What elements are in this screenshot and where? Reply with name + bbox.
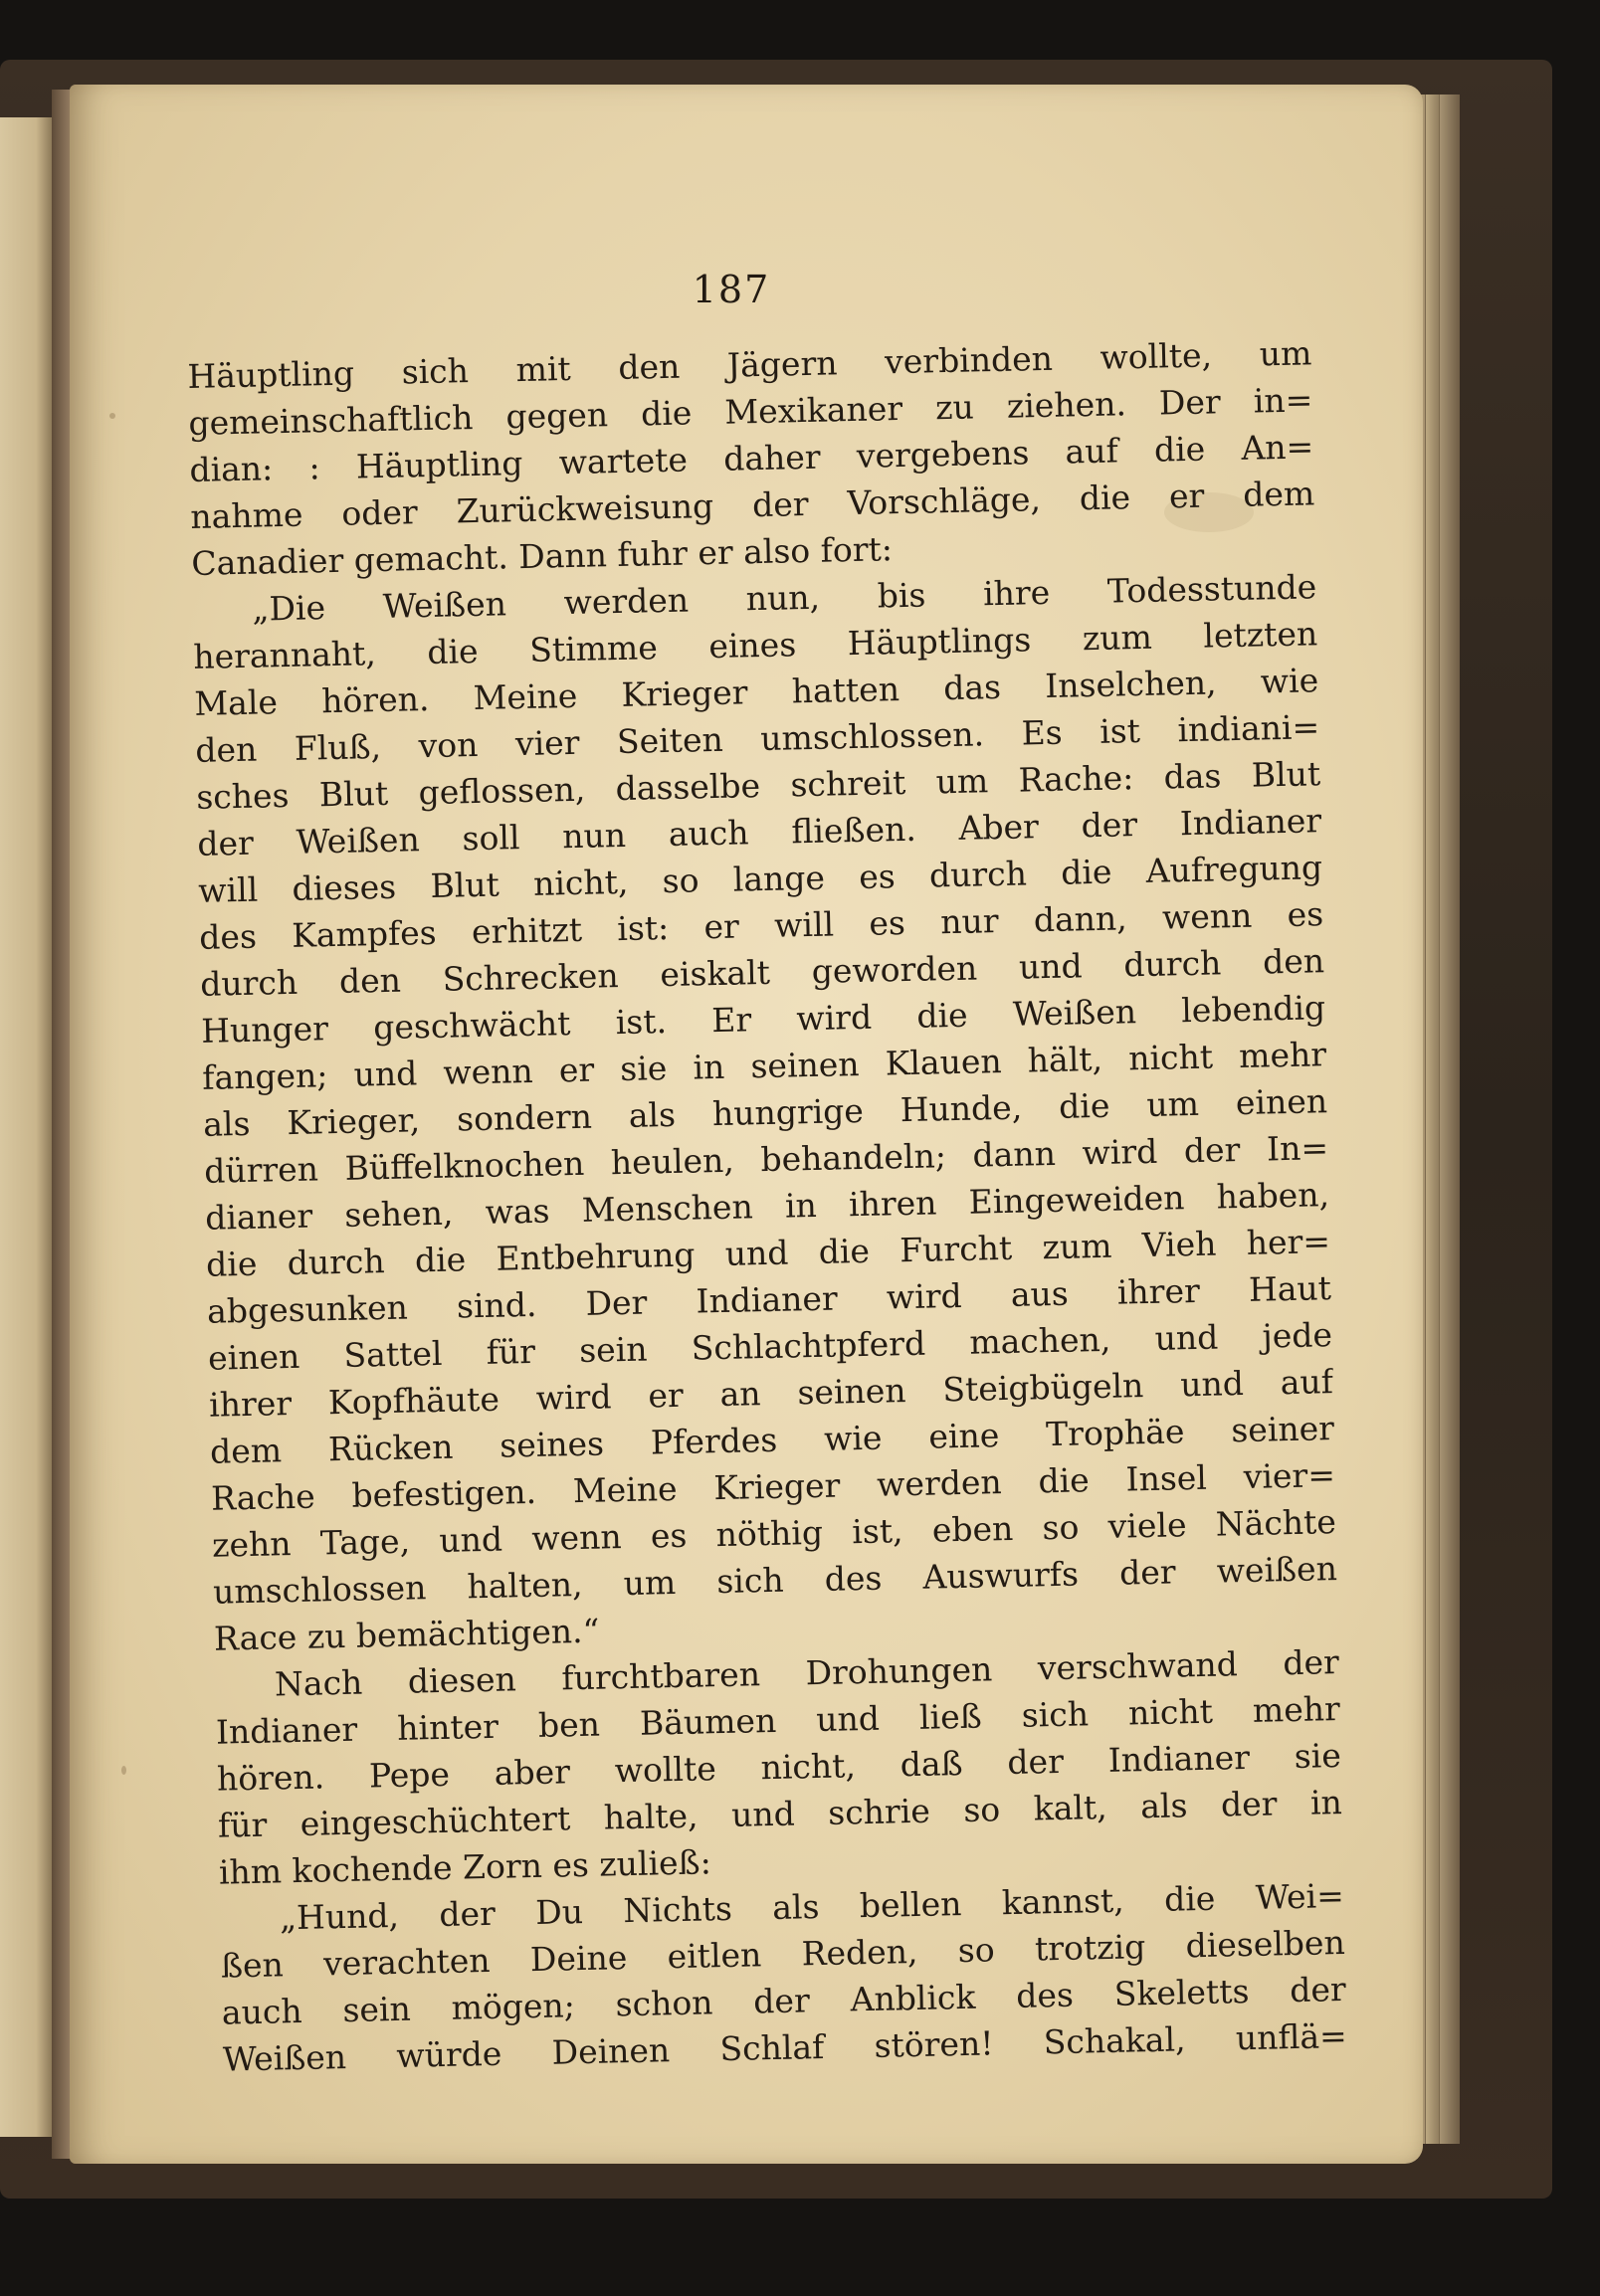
text-line: „Die Weißen werden nun, bis ihre Todesstunde (251, 567, 1317, 629)
paper-speck (121, 1766, 126, 1775)
text-line: die durch die Entbehrung und die Furcht zum Vieh her= (205, 1222, 1331, 1284)
text-line: Hunger geschwächt ist. Er wird die Weißen lebendig (200, 988, 1326, 1051)
text-line: herannaht, die Stimme eines Häuptlings zum letzten (192, 614, 1318, 676)
text-line: umschlossen halten, um sich des Auswurfs der weißen (212, 1549, 1338, 1612)
text-line: fangen; und wenn er sie in seinen Klauen hält, nicht mehr (201, 1035, 1327, 1097)
text-line: als Krieger, sondern als hungrige Hunde, die um einen (202, 1081, 1328, 1144)
text-line: ihrer Kopfhäute wird er an seinen Steigbügeln und auf (208, 1362, 1334, 1425)
body-text (187, 329, 1347, 2082)
text-line: nahme oder Zurückweisung der Vorschläge, die er dem (190, 474, 1315, 536)
text-line: dürren Büffelknochen heulen, behandeln; dann wird der In= (203, 1128, 1329, 1191)
text-line: für eingeschüchtert halte, und schrie so kalt, als der in (217, 1783, 1343, 1845)
text-line: Race zu bemächtigen.“ (213, 1611, 600, 1658)
text-line: „Hund, der Du Nichts als bellen kannst, die Wei= (279, 1875, 1345, 1938)
text-line: des Kampfes erhitzt ist: er will es nur dann, wenn es (198, 894, 1324, 957)
book-page (70, 85, 1423, 2164)
text-line: den Fluß, von vier Seiten umschlossen. Es ist indiani= (194, 707, 1320, 770)
text-line: gemeinschaftlich gegen die Mexikaner zu ziehen. Der in= (188, 380, 1313, 443)
text-line: dem Rücken seines Pferdes wie eine Trophäe seiner (209, 1409, 1335, 1471)
paper-speck (109, 413, 115, 419)
text-line: Male hören. Meine Krieger hatten das Inselchen, wie (193, 661, 1319, 723)
text-line: ihm kochende Zorn es zuließ: (218, 1842, 712, 1892)
text-line: will dieses Blut nicht, so lange es durch die Aufregung (197, 848, 1323, 910)
text-line: zehn Tage, und wenn es nöthig ist, eben so viele Nächte (211, 1502, 1337, 1565)
text-line: der Weißen soll nun auch fließen. Aber der Indianer (196, 801, 1322, 863)
text-line: ßen verachten Deine eitlen Reden, so trotzig dieselben (220, 1922, 1346, 1986)
text-line: hören. Pepe aber wollte nicht, daß der Indianer sie (216, 1736, 1342, 1799)
page-block-edge (1439, 95, 1460, 2144)
text-line: einen Sattel für sein Schlachtpferd machen, und jede (207, 1315, 1333, 1378)
text-line: Nach diesen furchtbaren Drohungen verschwand der (274, 1642, 1340, 1704)
text-line: Indianer hinter ben Bäumen und ließ sich nicht mehr (215, 1689, 1341, 1752)
text-line: dian: : Häuptling wartete daher vergebens auf die An= (189, 427, 1314, 489)
page-number: 187 (692, 268, 771, 311)
previous-page-edge (0, 117, 54, 2137)
text-line: Rache befestigen. Meine Krieger werden die Insel vier= (210, 1455, 1336, 1518)
text-line: auch sein mögen; schon der Anblick des Skeletts der (221, 1969, 1347, 2032)
text-line: dianer sehen, was Menschen in ihren Eingeweiden haben, (204, 1175, 1330, 1238)
text-line: durch den Schrecken eiskalt geworden und durch den (199, 941, 1325, 1004)
text-line: abgesunken sind. Der Indianer wird aus ihrer Haut (206, 1268, 1332, 1331)
page-block-edge (1425, 95, 1440, 2144)
text-line: sches Blut geflossen, dasselbe schreit um Rache: das Blut (195, 754, 1321, 817)
text-line: Häuptling sich mit den Jägern verbinden wollte, um (187, 333, 1312, 396)
text-line: Weißen würde Deinen Schlaf stören! Schakal, unflä= (222, 2015, 1348, 2079)
text-line: Canadier gemacht. Dann fuhr er also fort: (191, 529, 894, 583)
